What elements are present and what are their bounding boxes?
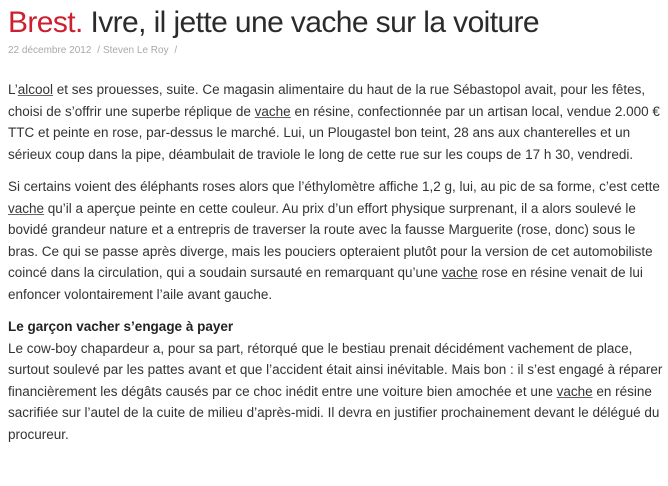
tag-link-alcool[interactable]: alcool [17,82,54,97]
meta-separator: / [97,45,100,56]
paragraph-text: en résine, confectionnée par un artisan local, vendue 2.000 € TTC et peinte en rose, par-dessus le marché. Lui, un Plougastel bon teint, 28 ans aux chanterelles et un sérieux coup dans la pipe, déambulait de traviole le long de cette rue sur les coups de 17 h 30, vendredi. [8,103,660,162]
paragraph-text: Le cow-boy chapardeur a, pour sa part, rétorqué que le bestiau prenait décidément vachement de place, surtout soulevé par les pattes avant et que l’accident était ainsi inévitable. Mais bon : il s’est engagé à réparer financièrement les dégâts causés par ce choc inédit entre une voiture bien amochée et une [8,340,663,399]
paragraph [8,176,666,305]
article-meta [8,44,666,58]
paragraph-text: qu’il a aperçue peinte en cette couleur. Au prix d’un effort physique surprenant, il a alors soulevé le bovidé grandeur nature et a entrepris de traverser la route avec la fausse Marguerite (rose, donc) sous le bras. Ce qui se passe après diverge, mais les pouciers opteraient plutôt pour la version de cet automobiliste coincé dans la circulation, qui a soudain sursauté en remarquant qu’une [8,200,653,280]
article [8,6,666,456]
paragraph-text: L’ [8,82,18,97]
headline-kicker: Brest. [8,6,83,39]
tag-link-vache[interactable]: vache [556,383,593,399]
tag-link-vache[interactable]: vache [8,200,45,216]
paragraph-text: en résine sacrifiée sur l’autel de la cuite de milieu d’après-midi. Il devra en justifier prochainement devant le délégué du procureur. [8,383,660,442]
paragraph-text: rose en résine venait de lui enfoncer volontairement l’aile avant gauche. [8,265,643,302]
headline-title: Ivre, il jette une vache sur la voiture [90,6,540,39]
paragraph [8,79,666,165]
publish-date: 22 décembre 2012 [8,45,92,56]
article-body [8,79,666,445]
author-name[interactable]: Steven Le Roy [102,45,169,56]
tag-link-vache[interactable]: vache [254,103,291,119]
paragraph-text: Si certains voient des éléphants roses alors que l’éthylomètre affiche 1,2 g, lui, au pic de sa forme, c’est cette [8,179,660,194]
headline [8,6,666,40]
subheading: Le garçon vacher s’engage à payer [8,319,234,334]
paragraph-text: et ses prouesses, suite. Ce magasin alimentaire du haut de la rue Sébastopol avait, pour les fêtes, choisi de s’offrir une superbe réplique de [8,82,646,119]
tag-link-vache[interactable]: vache [441,265,478,280]
meta-separator: / [174,45,178,56]
paragraph [8,338,666,446]
